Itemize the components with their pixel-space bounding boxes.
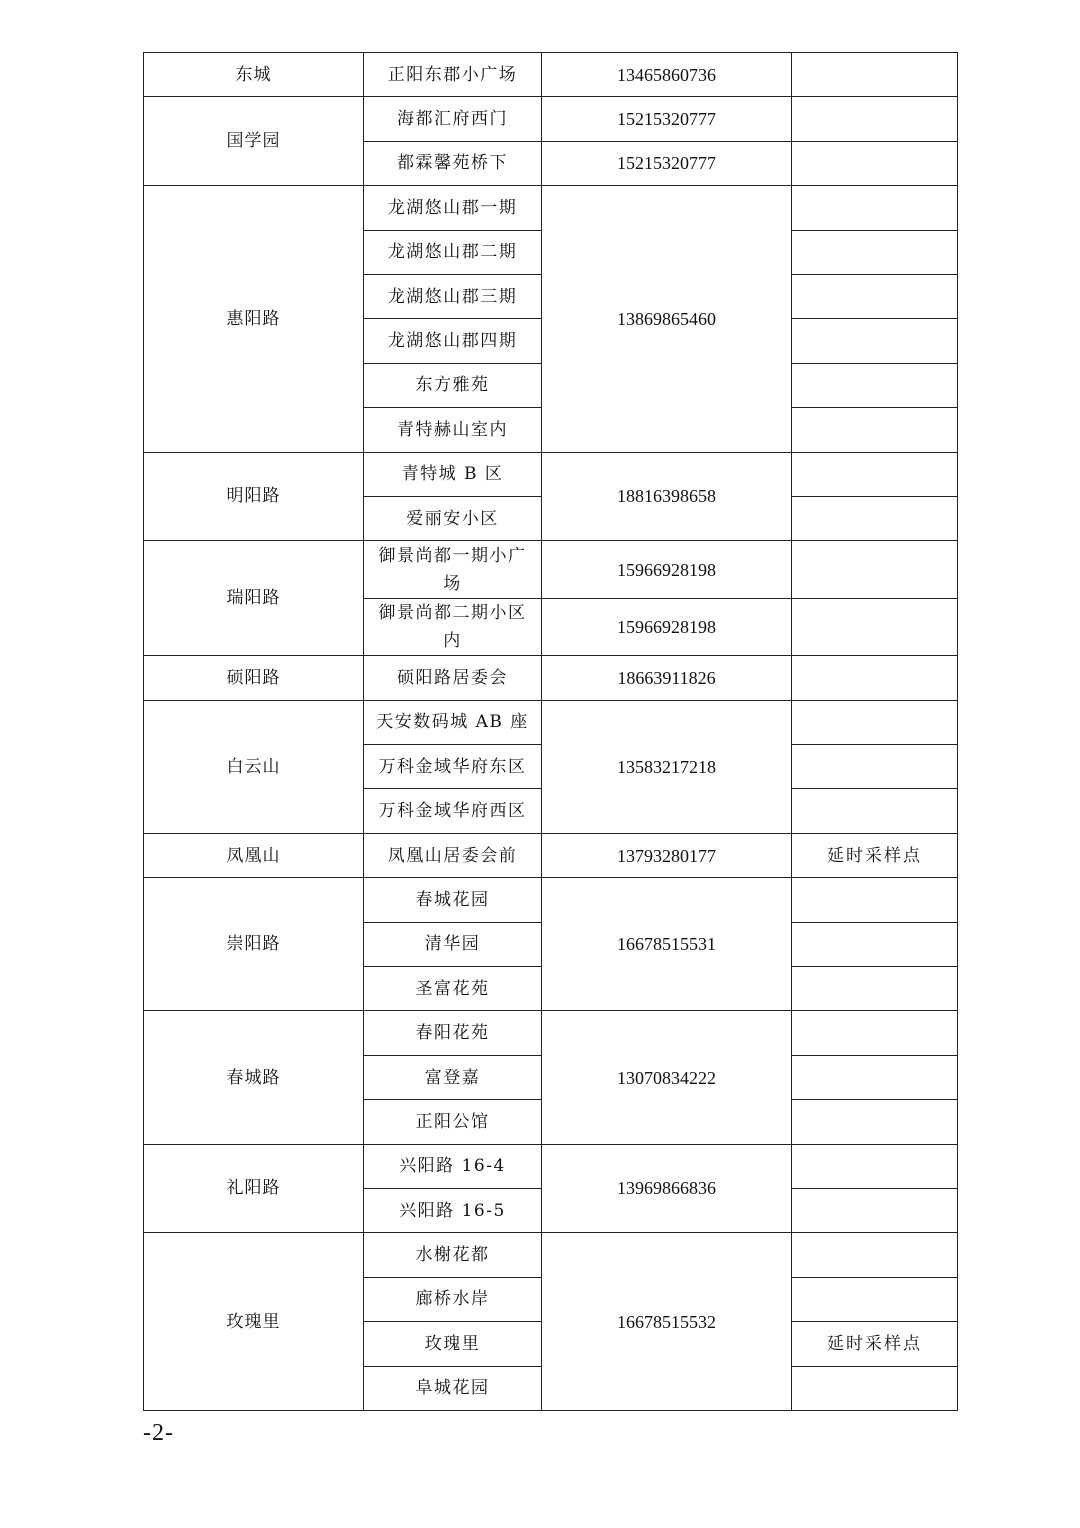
street-cell: 瑞阳路: [144, 541, 364, 656]
site-cell: 廊桥水岸: [364, 1277, 542, 1321]
note-cell: [792, 141, 958, 185]
table-row: [144, 656, 958, 700]
site-cell: 富登嘉: [364, 1055, 542, 1099]
site-cell: 龙湖悠山郡四期: [364, 319, 542, 363]
street-cell: 凤凰山: [144, 833, 364, 877]
table-row: [144, 833, 958, 877]
street-cell: 礼阳路: [144, 1144, 364, 1233]
note-cell: [792, 598, 958, 656]
site-cell: 阜城花园: [364, 1366, 542, 1410]
table-body: [144, 53, 958, 1411]
site-cell: 御景尚都一期小广场: [364, 541, 542, 599]
site-cell: 正阳公馆: [364, 1100, 542, 1144]
note-cell: [792, 363, 958, 407]
phone-cell: 15966928198: [542, 598, 792, 656]
phone-cell: 13070834222: [542, 1011, 792, 1144]
phone-cell: 13465860736: [542, 53, 792, 97]
note-cell: [792, 1144, 958, 1188]
note-cell: [792, 878, 958, 922]
phone-cell: 13793280177: [542, 833, 792, 877]
note-cell: [792, 1233, 958, 1277]
street-cell: 玫瑰里: [144, 1233, 364, 1411]
site-cell: 硕阳路居委会: [364, 656, 542, 700]
site-cell: 正阳东郡小广场: [364, 53, 542, 97]
site-cell: 凤凰山居委会前: [364, 833, 542, 877]
table-row: [144, 541, 958, 599]
site-cell: 清华园: [364, 922, 542, 966]
site-cell: 都霖馨苑桥下: [364, 141, 542, 185]
table-row: [144, 1144, 958, 1188]
note-cell: [792, 922, 958, 966]
phone-cell: 18663911826: [542, 656, 792, 700]
note-cell: [792, 1055, 958, 1099]
note-cell: [792, 1277, 958, 1321]
table-row: [144, 452, 958, 496]
phone-cell: 13583217218: [542, 700, 792, 833]
street-cell: 惠阳路: [144, 186, 364, 452]
table-row: [144, 186, 958, 230]
site-cell: 御景尚都二期小区内: [364, 598, 542, 656]
site-cell: 春阳花苑: [364, 1011, 542, 1055]
site-cell: 万科金域华府东区: [364, 745, 542, 789]
street-cell: 硕阳路: [144, 656, 364, 700]
table-row: [144, 97, 958, 141]
note-cell: [792, 541, 958, 599]
site-cell: 龙湖悠山郡二期: [364, 230, 542, 274]
street-cell: 白云山: [144, 700, 364, 833]
note-cell: [792, 408, 958, 452]
phone-cell: 15215320777: [542, 97, 792, 141]
table-row: [144, 700, 958, 744]
note-cell: [792, 53, 958, 97]
phone-cell: 18816398658: [542, 452, 792, 541]
street-cell: 明阳路: [144, 452, 364, 541]
note-cell: 延时采样点: [792, 1322, 958, 1366]
site-cell: 玫瑰里: [364, 1322, 542, 1366]
table-row: [144, 53, 958, 97]
street-cell: 东城: [144, 53, 364, 97]
site-cell: 兴阳路 16-4: [364, 1144, 542, 1188]
table-row: [144, 878, 958, 922]
note-cell: [792, 656, 958, 700]
site-cell: 天安数码城 AB 座: [364, 700, 542, 744]
note-cell: [792, 1188, 958, 1232]
note-cell: [792, 967, 958, 1011]
note-cell: [792, 452, 958, 496]
note-cell: [792, 745, 958, 789]
site-cell: 春城花园: [364, 878, 542, 922]
note-cell: [792, 789, 958, 833]
note-cell: [792, 1011, 958, 1055]
phone-cell: 13969866836: [542, 1144, 792, 1233]
site-cell: 圣富花苑: [364, 967, 542, 1011]
site-cell: 东方雅苑: [364, 363, 542, 407]
site-cell: 爱丽安小区: [364, 496, 542, 540]
note-cell: [792, 230, 958, 274]
table-row: [144, 1233, 958, 1277]
note-cell: 延时采样点: [792, 833, 958, 877]
phone-cell: 15966928198: [542, 541, 792, 599]
table-row: [144, 1011, 958, 1055]
phone-cell: 16678515531: [542, 878, 792, 1011]
note-cell: [792, 1100, 958, 1144]
street-cell: 崇阳路: [144, 878, 364, 1011]
street-cell: 国学园: [144, 97, 364, 186]
phone-cell: 13869865460: [542, 186, 792, 452]
note-cell: [792, 496, 958, 540]
phone-cell: 16678515532: [542, 1233, 792, 1411]
site-cell: 海都汇府西门: [364, 97, 542, 141]
note-cell: [792, 274, 958, 318]
site-cell: 龙湖悠山郡三期: [364, 274, 542, 318]
note-cell: [792, 319, 958, 363]
note-cell: [792, 1366, 958, 1410]
sampling-sites-table: [143, 52, 958, 1411]
site-cell: 兴阳路 16-5: [364, 1188, 542, 1232]
site-cell: 万科金域华府西区: [364, 789, 542, 833]
site-cell: 水榭花都: [364, 1233, 542, 1277]
note-cell: [792, 97, 958, 141]
site-cell: 龙湖悠山郡一期: [364, 186, 542, 230]
note-cell: [792, 186, 958, 230]
street-cell: 春城路: [144, 1011, 364, 1144]
site-cell: 青特赫山室内: [364, 408, 542, 452]
site-cell: 青特城 B 区: [364, 452, 542, 496]
page-number: -2-: [143, 1420, 174, 1446]
note-cell: [792, 700, 958, 744]
phone-cell: 15215320777: [542, 141, 792, 185]
